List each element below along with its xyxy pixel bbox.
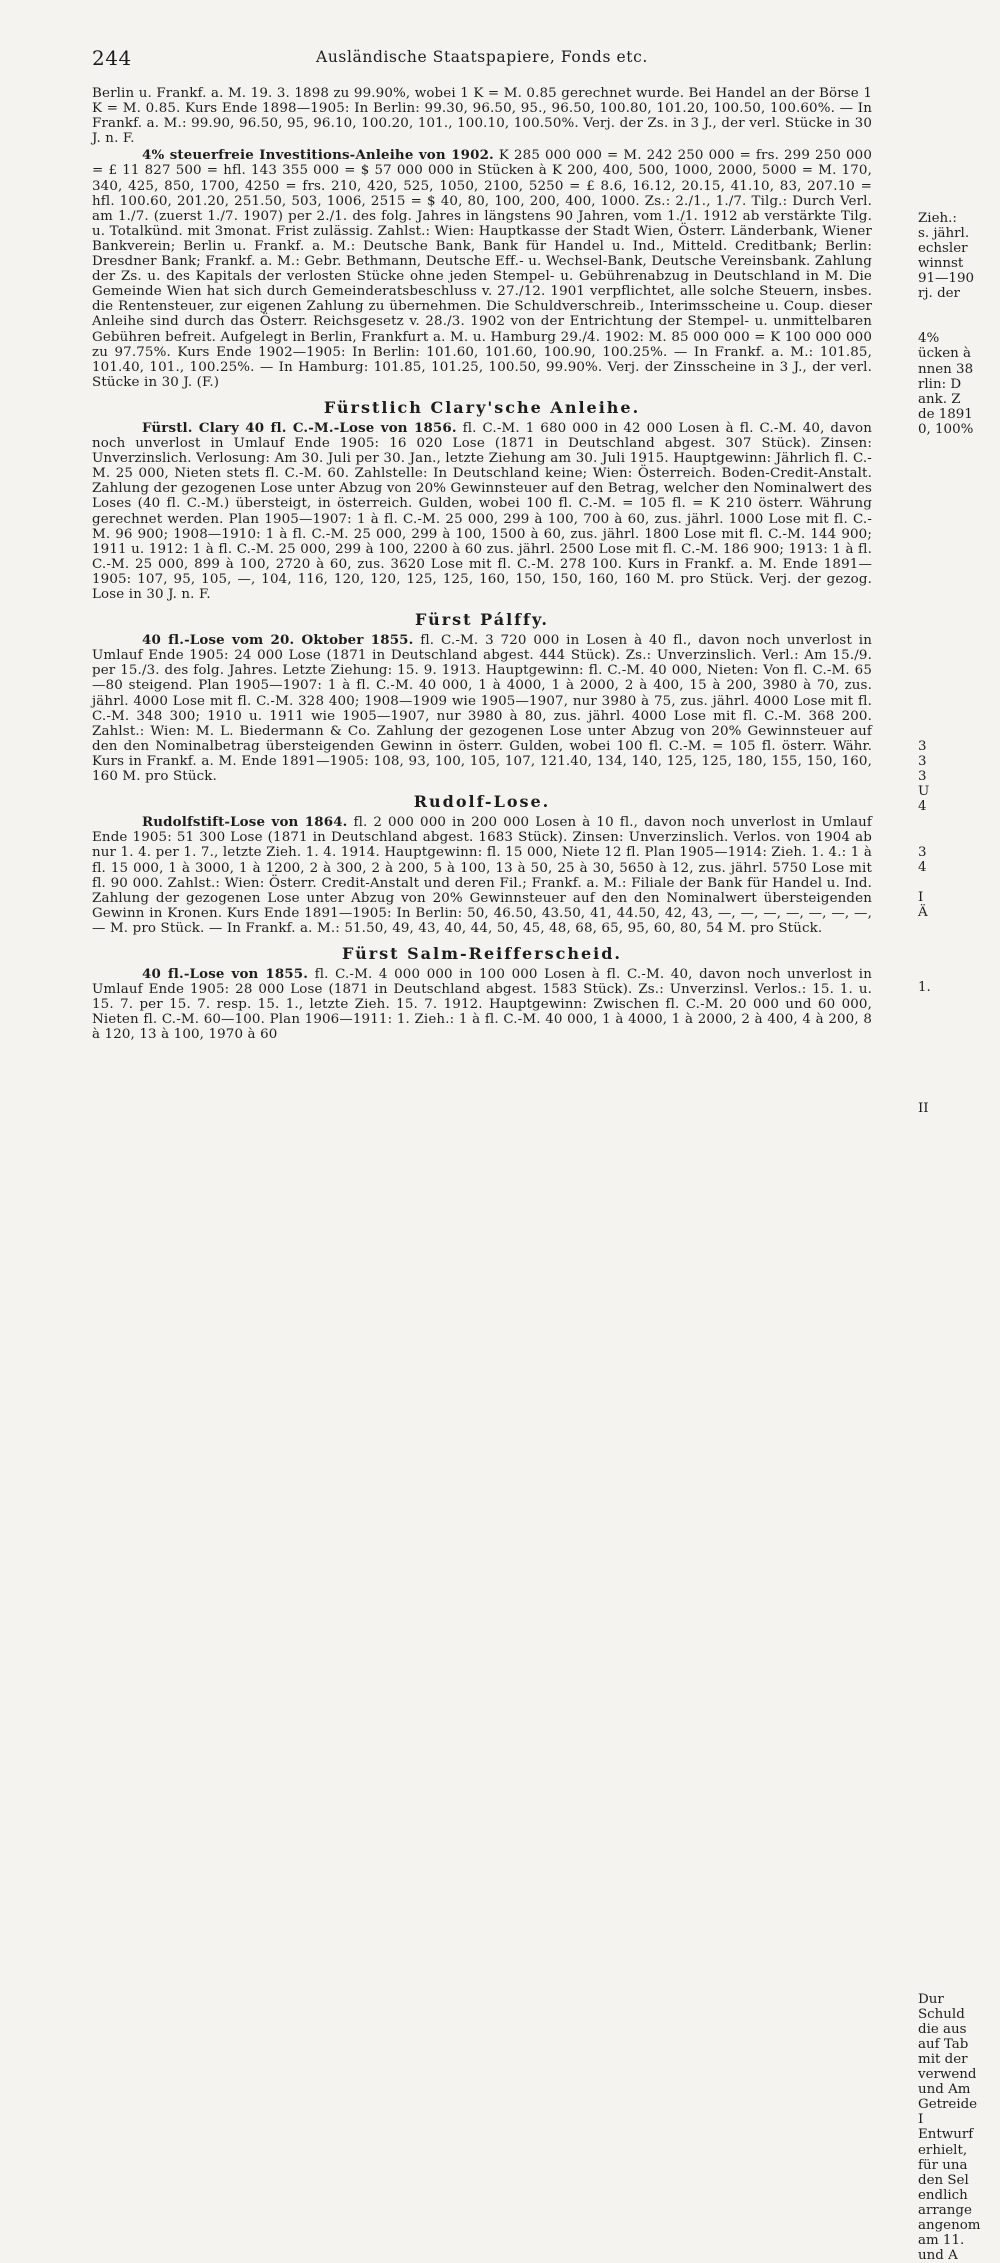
fragment-line: den Sel	[918, 2172, 969, 2188]
fragment-line	[918, 1237, 1000, 1252]
fragment-line	[918, 1871, 1000, 1886]
fragment-line	[918, 467, 1000, 482]
fragment-line	[918, 316, 1000, 331]
entry-text: fl. C.-M. 4 000 000 in 100 000 Losen à fl. C.-M. 40, davon noch unverlost in Umlauf Ende 1905: 28 000 Lose (1871 in Deutschland abgest. 1583 Stück). Zs.: Unverzinsl. Verlos.: 15. 1. u. 15. 7. per 15. 7. resp. 15. 1., letzte Zieh. 15. 7. 1912. Hauptgewinn: Zwischen fl. C.-M. 20 000 und 60 000, Nieten fl. C.-M. 60—100. Plan 1906—1911: 1. Zieh.: 1 à fl. C.-M. 40 000, 1 à 4000, 1 à 2000, 2 à 400, 4 à 200, 8 à 120, 13 à 100, 1970 à 60	[92, 967, 872, 1043]
fragment-line	[918, 1826, 1000, 1841]
fragment-line	[918, 1448, 1000, 1463]
fragment-line	[918, 1177, 1000, 1192]
entry-paragraph	[92, 421, 872, 602]
fragment-line: 0, 100%	[918, 421, 974, 437]
fragment-line: s. jährl.	[918, 225, 970, 241]
fragment-line	[918, 875, 1000, 890]
fragment-line: die aus	[918, 2021, 967, 2037]
fragment-line	[918, 558, 1000, 573]
fragment-line	[918, 1131, 1000, 1146]
fragment-line	[918, 1554, 1000, 1569]
fragment-line	[918, 437, 1000, 452]
fragment-line	[918, 814, 1000, 829]
fragment-line	[918, 935, 1000, 950]
fragment-line: 3	[918, 769, 927, 785]
fragment-line: 3	[918, 844, 927, 860]
section-heading: Fürst Pálffy.	[415, 610, 549, 630]
fragment-line	[918, 543, 1000, 558]
fragment-line	[918, 1961, 1000, 1976]
fragment-line	[918, 1222, 1000, 1237]
fragment-line	[918, 1509, 1000, 1524]
fragment-line	[918, 829, 1000, 844]
fragment-line: Entwurf	[918, 2127, 974, 2143]
fragment-line	[918, 965, 1000, 980]
fragment-line: angenom	[918, 2218, 981, 2234]
fragment-line	[918, 1841, 1000, 1856]
fragment-line	[918, 1660, 1000, 1675]
fragment-line	[918, 150, 1000, 165]
fragment-line: erhielt,	[918, 2142, 968, 2158]
fragment-line	[918, 120, 1000, 135]
fragment-line: I	[918, 2112, 924, 2128]
main-column	[92, 86, 872, 1406]
fragment-line	[918, 1373, 1000, 1388]
fragment-line	[918, 1146, 1000, 1161]
fragment-line	[918, 195, 1000, 210]
fragment-line	[918, 1735, 1000, 1750]
fragment-line	[918, 1011, 1000, 1026]
fragment-line: Ä	[918, 904, 928, 920]
fragment-line: 91—190	[918, 270, 974, 286]
fragment-line: II	[918, 1101, 929, 1117]
fragment-line	[918, 724, 1000, 739]
fragment-line	[918, 1026, 1000, 1041]
entry-lead: 40 fl.-Lose von 1855.	[142, 966, 309, 983]
fragment-line	[918, 1297, 1000, 1312]
fragment-line	[918, 1675, 1000, 1690]
fragment-line	[918, 1614, 1000, 1629]
entry-text: fl. 2 000 000 in 200 000 Losen à 10 fl., davon noch unverlost in Umlauf Ende 1905: 51 300 Lose (1871 in Deutschland abgest. 1683 Stück). Zinsen: Unverzinslich. Verlos. von 1904 ab nur 1. 4. per 1. 7., letzte Zieh. 1. 4. 1914. Hauptgewinn: fl. 15 000, Niete 12 fl. Plan 1905—1914: Zieh. 1. 4.: 1 à fl. 15 000, 1 à 3000, 1 à 1200, 2 à 300, 2 à 200, 5 à 100, 13 à 50, 25 à 30, 5650 à 12, zus. jährl. 5750 Lose mit fl. 90 000. Zahlst.: Wien: Österr. Credit-Anstalt und deren Fil.; Frankf. a. M.: Filiale der Bank für Handel u. Ind. Zahlung der gezogenen Lose unter Abzug von 20% Gewinnsteuer auf den den Nominalwert übersteigenden Gewinn in Kronen. Kurs Ende 1891—1905: In Berlin: 50, 46.50, 43.50, 41, 44.50, 42, 43, —, —, —, —, —, —, —, — M. pro Stück. — In Frankf. a. M.: 51.50, 49, 43, 40, 44, 50, 45, 48, 68, 65, 95, 60, 80, 54 M. pro Stück.	[92, 815, 872, 936]
fragment-line	[918, 1343, 1000, 1358]
fragment-line	[918, 1403, 1000, 1418]
fragment-line	[918, 1494, 1000, 1509]
fragment-line	[918, 950, 1000, 965]
fragment-line	[918, 1931, 1000, 1946]
fragment-line: für una	[918, 2157, 968, 2173]
fragment-line	[918, 663, 1000, 678]
entry-paragraph	[92, 633, 872, 784]
fragment-line	[918, 135, 1000, 150]
fragment-line: U	[918, 784, 930, 800]
section-heading: Rudolf-Lose.	[413, 792, 551, 812]
fragment-line	[918, 497, 1000, 512]
fragment-line: 3	[918, 738, 927, 754]
fragment-line: verwend	[918, 2067, 977, 2083]
fragment-line	[918, 995, 1000, 1010]
fragment-line	[918, 1765, 1000, 1780]
fragment-line: 3	[918, 753, 927, 769]
entry-lead: Fürstl. Clary 40 fl. C.-M.-Lose von 1856.	[142, 419, 457, 436]
fragment-line	[918, 180, 1000, 195]
fragment-line	[918, 452, 1000, 467]
fragment-line: Dur	[918, 1991, 944, 2007]
fragment-line	[918, 1886, 1000, 1901]
fragment-line: und Am	[918, 2082, 971, 2098]
entry-text: fl. C.-M. 3 720 000 in Losen à 40 fl., davon noch unverlost in Umlauf Ende 1905: 24 000 Lose (1871 in Deutschland abgest. 444 Stück). Zs.: Unverzinslich. Verl.: Am 15./9. per 15./3. des folg. Jahres. Letzte Ziehung: 15. 9. 1913. Hauptgewinn: fl. C.-M. 40 000, Nieten: Von fl. C.-M. 65—80 steigend. Plan 1905—1907: 1 à fl. C.-M. 40 000, 1 à 4000, 1 à 2000, 2 à 400, 15 à 200, 3980 à 70, zus. jährl. 4000 Lose mit fl. C.-M. 328 400; 1908—1909 wie 1905—1907, nur 3980 à 75, zus. jährl. 4000 Lose mit fl. C.-M. 348 300; 1910 u. 1911 wie 1905—1907, nur 3980 à 80, zus. jährl. 4000 Lose mit fl. C.-M. 368 200. Zahlst.: Wien: M. L. Biedermann & Co. Zahlung der gezogenen Lose unter Abzug von 20% Gewinnsteuer auf den den Nominalbetrag übersteigenden Gewinn in österr. Gulden, wobei 100 fl. C.-M. = 105 fl. österr. Währ. Kurs in Frankf. a. M. Ende 1891—1905: 108, 93, 100, 105, 107, 121.40, 134, 140, 125, 125, 180, 155, 150, 160, 160 M. pro Stück.	[92, 633, 872, 785]
fragment-line: mit der	[918, 2052, 968, 2067]
fragment-line: rj. der	[918, 286, 960, 302]
fragment-line: 1.	[918, 980, 931, 996]
entry-paragraph	[92, 815, 872, 936]
entry-lead: Rudolfstift-Lose von 1864.	[142, 814, 348, 831]
fragment-line	[918, 1041, 1000, 1056]
fragment-line	[918, 482, 1000, 497]
running-title: Ausländische Staatspapiere, Fonds etc.	[316, 48, 648, 66]
fragment-line	[918, 1463, 1000, 1478]
fragment-line	[918, 1056, 1000, 1071]
fragment-line	[918, 1086, 1000, 1101]
fragment-line	[918, 1720, 1000, 1735]
fragment-line	[918, 165, 1000, 180]
section-heading: Fürstlich Clary'sche Anleihe.	[323, 397, 641, 417]
fragment-line: 4%	[918, 331, 940, 347]
fragment-line	[918, 603, 1000, 618]
fragment-line: auf Tab	[918, 2036, 969, 2052]
fragment-line	[918, 1524, 1000, 1539]
fragment-line	[918, 1780, 1000, 1795]
fragment-line	[918, 1252, 1000, 1267]
fragment-line	[918, 1811, 1000, 1826]
fragment-line: arrange	[918, 2202, 972, 2218]
fragment-line	[918, 618, 1000, 633]
fragment-line: 4	[918, 859, 927, 875]
fragment-line	[918, 1116, 1000, 1131]
fragment-line	[918, 1388, 1000, 1403]
fragment-line: I	[918, 889, 924, 905]
fragment-line	[918, 1750, 1000, 1765]
fragment-line	[918, 1418, 1000, 1433]
fragment-line: und A	[918, 2248, 958, 2263]
fragment-line: 4	[918, 799, 927, 815]
fragment-line	[918, 1946, 1000, 1961]
adjacent-page-fragments	[918, 120, 1000, 2263]
fragment-line	[918, 1644, 1000, 1659]
entry-paragraph	[92, 86, 872, 146]
fragment-line	[918, 1569, 1000, 1584]
fragment-line: Schuld	[918, 2006, 965, 2022]
fragment-line	[918, 1856, 1000, 1871]
fragment-line	[918, 678, 1000, 693]
fragment-line: nnen 38	[918, 361, 974, 377]
fragment-line	[918, 1795, 1000, 1810]
fragment-line	[918, 1071, 1000, 1086]
fragment-line: rlin: D	[918, 376, 962, 392]
section-heading: Fürst Salm-Reifferscheid.	[341, 943, 622, 963]
entry-paragraph	[92, 148, 872, 390]
fragment-line	[918, 301, 1000, 316]
fragment-line: winnst	[918, 255, 964, 271]
fragment-line	[918, 1916, 1000, 1931]
page-header	[92, 46, 872, 74]
entry-text: K 285 000 000 = M. 242 250 000 = frs. 299 250 000 = £ 11 827 500 = hfl. 143 355 000 = $ 57 000 000 in Stücken à K 200, 400, 500, 1000, 2000, 5000 = M. 170, 340, 425, 850, 1700, 4250 = frs. 210, 420, 525, 1050, 2100, 5250 = £ 8.6, 16.12, 20.15, 41.10, 83, 207.10 = hfl. 100.60, 201.20, 251.50, 503, 1006, 2515 = $ 40, 80, 100, 200, 400, 1000. Zs.: 2./1., 1./7. Tilg.: Durch Verl. am 1./7. (zuerst 1./7. 1907) per 2./1. des folg. Jahres in längstens 90 Jahren, vom 1./1. 1912 ab verstärkte Tilg. u. Totalkünd. mit 3monat. Frist zulässig. Zahlst.: Wien: Hauptkasse der Stadt Wien, Österr. Länderbank, Wiener Bankverein; Berlin u. Frankf. a. M.: Deutsche Bank, Bank für Handel u. Ind., Mitteld. Creditbank; Berlin: Dresdner Bank; Frankf. a. M.: Gebr. Bethmann, Deutsche Eff.- u. Wechsel-Bank, Deutsche Vereinsbank. Zahlung der Zs. u. des Kapitals der verlosten Stücke ohne jeden Stempel- u. Gebührenabzug in Deutschland in M. Die Gemeinde Wien hat sich durch Gemeinderatsbeschluss v. 27./12. 1901 verpflichtet, alle solche Steuern, insbes. die Rentensteuer, zur eigenen Zahlung zu übernehmen. Die Schuldverschreib., Interimsscheine u. Coup. dieser Anleihe sind durch das Österr. Reichsgesetz v. 28./3. 1902 von der Entrichtung der Stempel- u. unmittelbaren Gebühren befreit. Aufgelegt in Berlin, Frankfurt a. M. u. Hamburg 29./4. 1902: M. 85 000 000 = K 100 000 000 zu 97.75%. Kurs Ende 1902—1905: In Berlin: 101.60, 101.60, 100.90, 100.25%. — In Frankf. a. M.: 101.85, 101.40, 101., 100.25%. — In Hamburg: 101.85, 101.25, 100.50, 99.90%. Verj. der Zinsscheine in 3 J., der verl. Stücke in 30 J. (F.)	[92, 148, 872, 390]
entry-lead: 4% steuerfreie Investitions-Anleihe von 1902.	[142, 147, 494, 164]
fragment-line: endlich	[918, 2187, 968, 2203]
fragment-line	[918, 1433, 1000, 1448]
entry-lead: 40 fl.-Lose vom 20. Oktober 1855.	[142, 632, 414, 649]
fragment-line	[918, 648, 1000, 663]
fragment-line	[918, 694, 1000, 709]
fragment-line	[918, 1192, 1000, 1207]
fragment-line	[918, 1312, 1000, 1327]
fragment-line: ücken à	[918, 346, 972, 362]
entry-text: fl. C.-M. 1 680 000 in 42 000 Losen à fl. C.-M. 40, davon noch unverlost in Umlauf Ende 1905: 16 020 Lose (1871 in Deutschland abgest. 307 Stück). Zinsen: Unverzinslich. Verlosung: Am 30. Juli per 30. Jan., letzte Ziehung am 30. Juli 1915. Hauptgewinn: Jährlich fl. C.-M. 25 000, Nieten stets fl. C.-M. 60. Zahlstelle: In Deutschland keine; Wien: Österreich. Boden-Credit-Anstalt. Zahlung der gezogenen Lose unter Abzug von 20% Gewinnsteuer auf den Betrag, welcher den Nominalwert des Loses (40 fl. C.-M.) übersteigt, in österreich. Gulden, wobei 100 fl. C.-M. = 105 fl. = K 210 österr. Währung gerechnet werden. Plan 1905—1907: 1 à fl. C.-M. 25 000, 299 à 100, 700 à 60, zus. jährl. 1000 Lose mit fl. C.-M. 96 900; 1908—1910: 1 à fl. C.-M. 25 000, 299 à 100, 1500 à 60, zus. jährl. 1800 Lose mit fl. C.-M. 144 900; 1911 u. 1912: 1 à fl. C.-M. 25 000, 299 à 100, 2200 à 60 zus. jährl. 2500 Lose mit fl. C.-M. 186 900; 1913: 1 à fl. C.-M. 25 000, 899 à 100, 2720 à 60, zus. 3620 Lose mit fl. C.-M. 278 100. Kurs in Frankf. a. M. Ende 1891—1905: 107, 95, 105, —, 104, 116, 120, 120, 125, 125, 160, 150, 150, 160, 160 M. pro Stück. Verj. der gezog. Lose in 30 J. n. F.	[92, 420, 872, 602]
fragment-line	[918, 1478, 1000, 1493]
fragment-line: de 1891	[918, 406, 973, 422]
fragment-line	[918, 573, 1000, 588]
fragment-line	[918, 1705, 1000, 1720]
page-number: 244	[92, 46, 132, 70]
fragment-line: Getreide	[918, 2097, 978, 2113]
fragment-line: echsler	[918, 240, 968, 256]
fragment-line	[918, 1584, 1000, 1599]
fragment-line	[918, 528, 1000, 543]
fragment-line: am 11.	[918, 2233, 965, 2249]
fragment-line	[918, 1977, 1000, 1992]
fragment-line	[918, 920, 1000, 935]
fragment-line: Zieh.:	[918, 210, 957, 226]
fragment-line	[918, 1328, 1000, 1343]
fragment-line: ank. Z	[918, 391, 961, 407]
entry-text: Berlin u. Frankf. a. M. 19. 3. 1898 zu 99.90%, wobei 1 K = M. 0.85 gerechnet wurde. Bei Handel an der Börse 1 K = M. 0.85. Kurs Ende 1898—1905: In Berlin: 99.30, 96.50, 95., 96.50, 100.80, 101.20, 100.50, 100.60%. — In Frankf. a. M.: 99.90, 96.50, 95, 96.10, 100.20, 101., 100.10, 100.50%. Verj. der Zs. in 3 J., der verl. Stücke in 30 J. n. F.	[92, 86, 872, 147]
fragment-line	[918, 1690, 1000, 1705]
fragment-line	[918, 709, 1000, 724]
fragment-line	[918, 1282, 1000, 1297]
fragment-line	[918, 1207, 1000, 1222]
fragment-line	[918, 1599, 1000, 1614]
fragment-line	[918, 1161, 1000, 1176]
fragment-line	[918, 1901, 1000, 1916]
fragment-line	[918, 1267, 1000, 1282]
entry-paragraph	[92, 967, 872, 1042]
fragment-line	[918, 512, 1000, 527]
fragment-line	[918, 588, 1000, 603]
fragment-line	[918, 1539, 1000, 1554]
fragment-line	[918, 1358, 1000, 1373]
fragment-line	[918, 633, 1000, 648]
fragment-line	[918, 1629, 1000, 1644]
